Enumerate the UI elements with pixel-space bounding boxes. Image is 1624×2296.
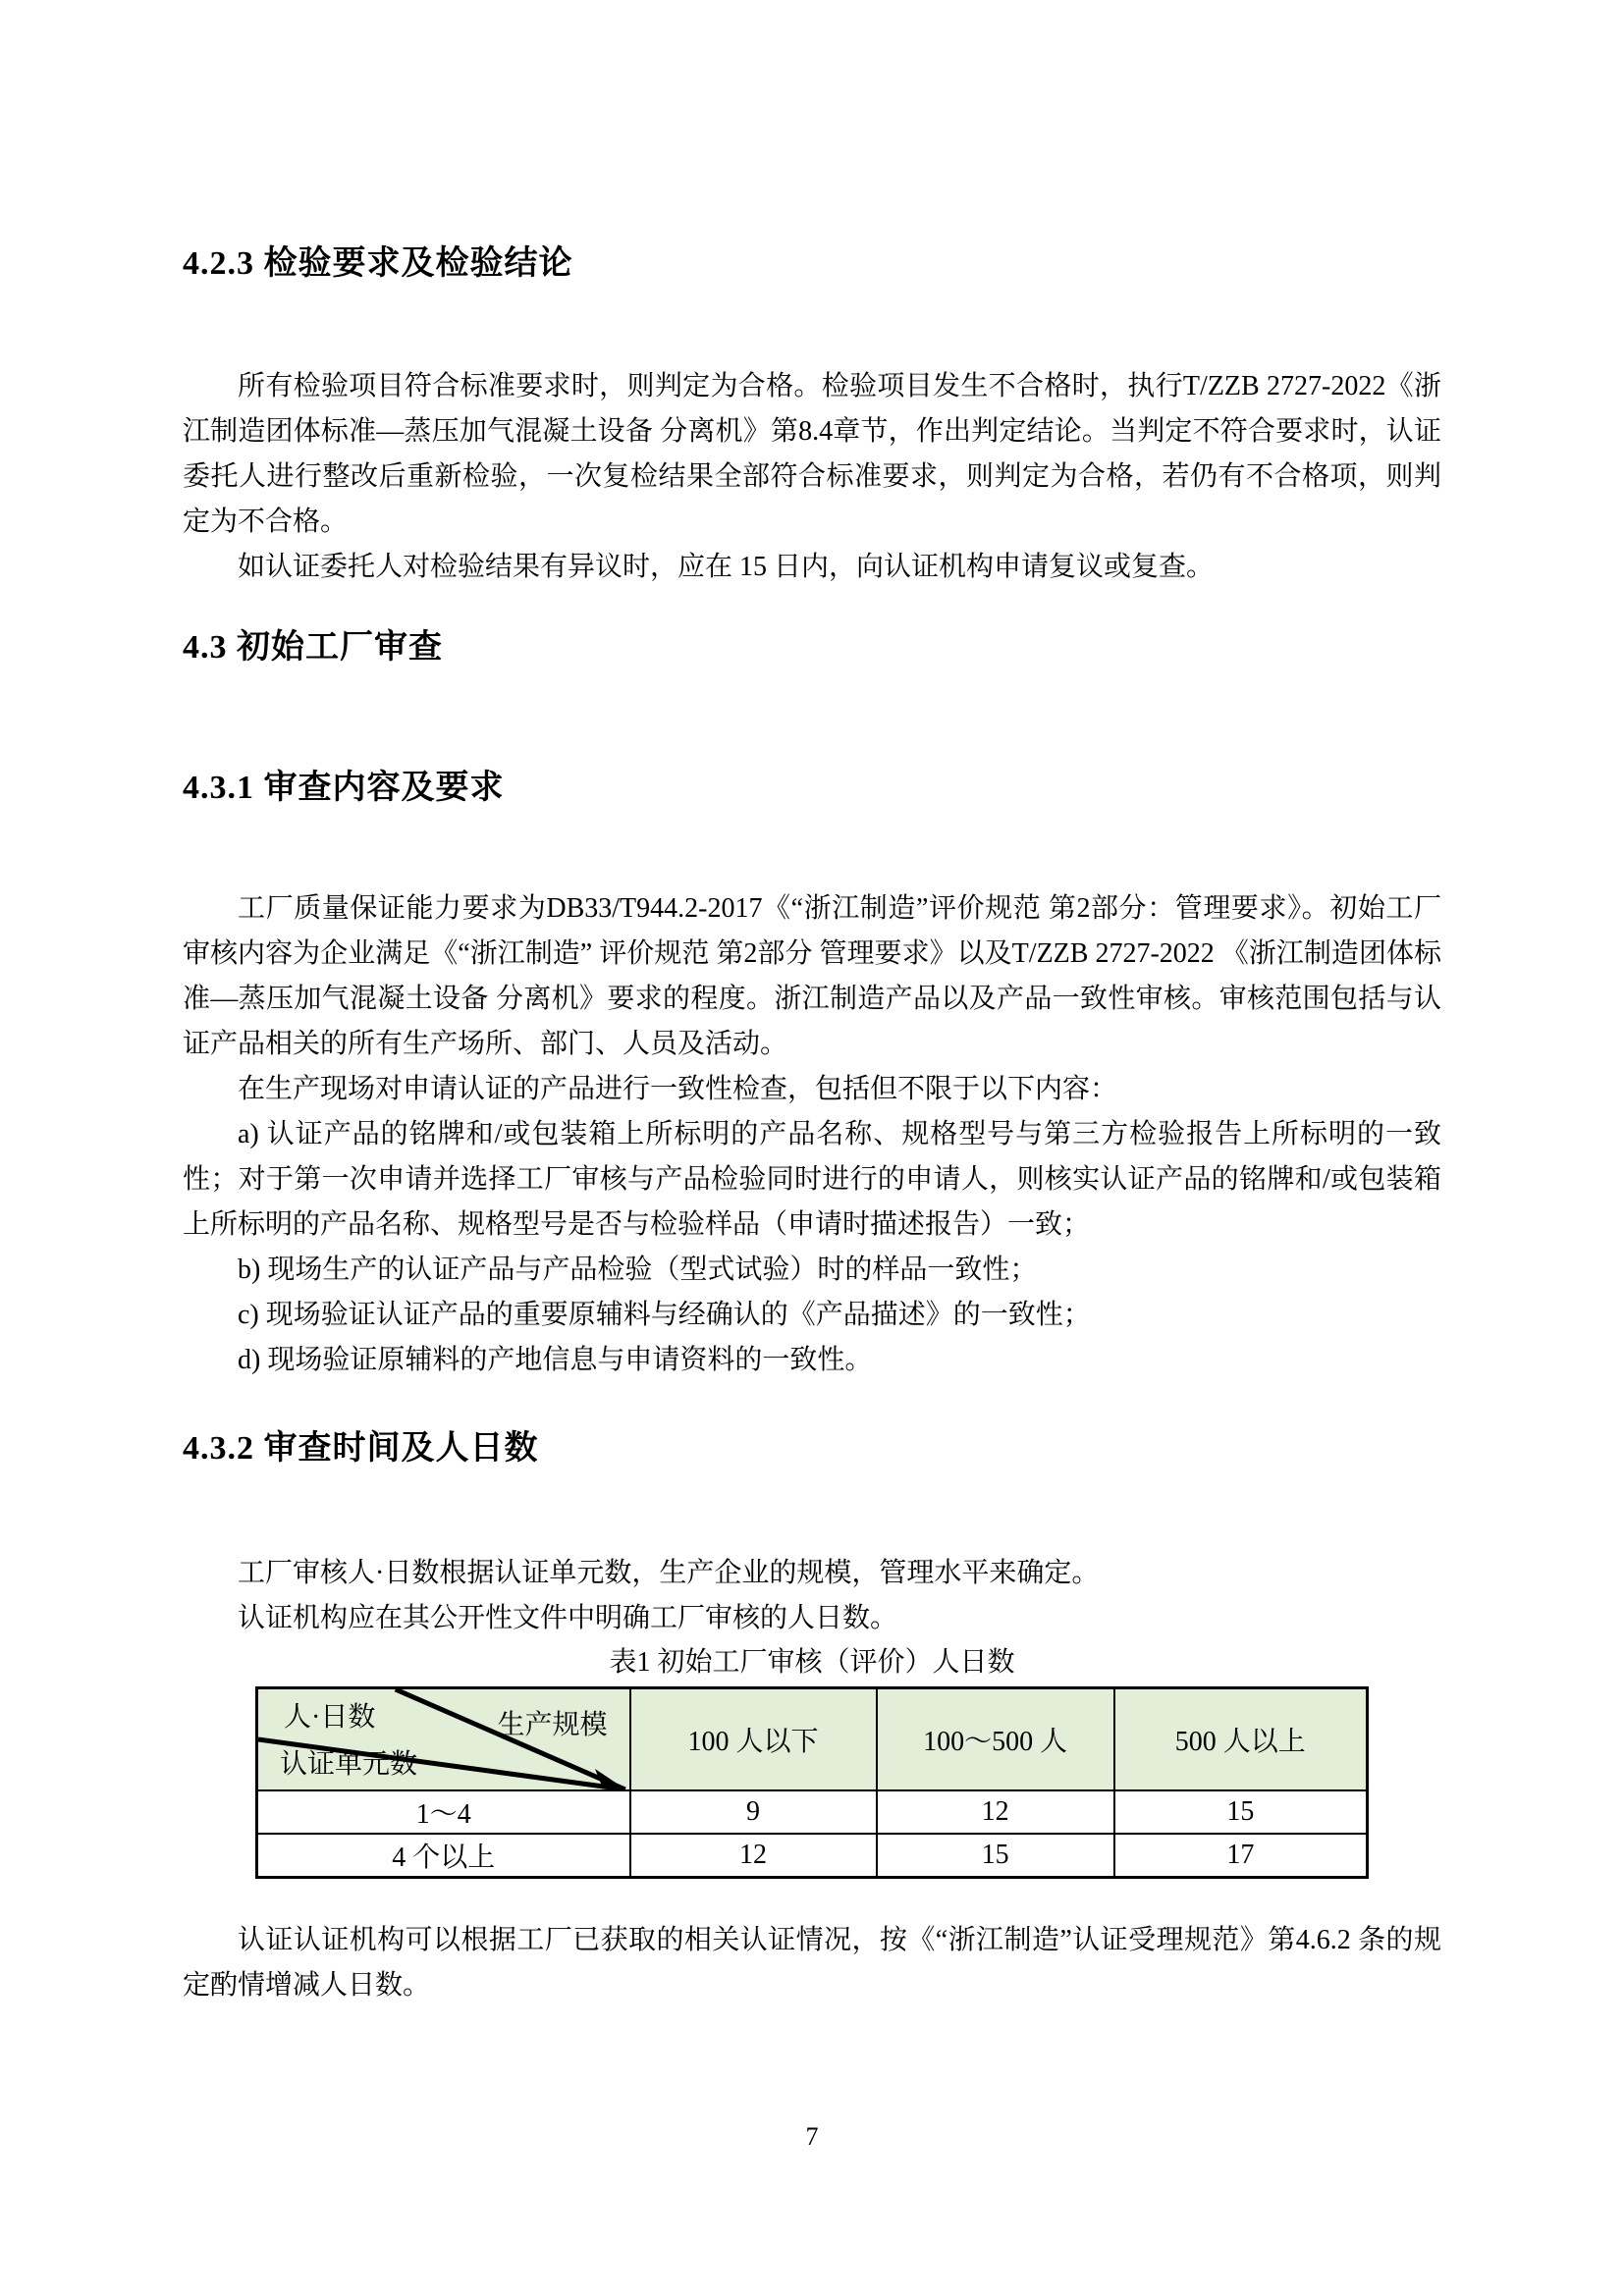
column-header-100-500: 100～500 人 (877, 1688, 1114, 1791)
corner-label-production-scale: 生产规模 (497, 1710, 608, 1740)
paragraph-factory-audit-requirements: 工厂质量保证能力要求为DB33/T944.2-2017《“浙江制造”评价规范 第2部分：管理要求》。初始工厂审核内容为企业满足《“浙江制造” 评价规范 第2部分 管理要求》以及T/ZZB 2727-2022 《浙江制造团体标准—蒸压加气混凝土设备 分离机》要求的程度。浙江制造产品以及产品一致性审核。审核范围包括与认证产品相关的所有生产场所、部门、人员及活动。 (183, 893, 1441, 1059)
cell-value: 17 (1114, 1834, 1368, 1878)
paragraph-inspection-conclusion: 所有检验项目符合标准要求时，则判定为合格。检验项目发生不合格时，执行T/ZZB 2727-2022《浙江制造团体标准—蒸压加气混凝土设备 分离机》第8.4章节，作出判定结论。当判定不符合要求时，认证委托人进行整改后重新检验，一次复检结果全部符合标准要求，则判定为合格，若仍有不合格项，则判定为不合格。 (183, 371, 1441, 537)
list-item-a: a) 认证产品的铭牌和/或包装箱上所标明的产品名称、规格型号与第三方检验报告上所标明的一致性；对于第一次申请并选择工厂审核与产品检验同时进行的申请人，则核实认证产品的铭牌和/或包装箱上所标明的产品名称、规格型号是否与检验样品（申请时描述报告）一致； (183, 1119, 1441, 1240)
table-caption: 表1 初始工厂审核（评价）人日数 (609, 1647, 1015, 1678)
list-item-b: b) 现场生产的认证产品与产品检验（型式试验）时的样品一致性； (238, 1255, 1038, 1285)
paragraph-audit-mandays-basis: 工厂审核人·日数根据认证单元数，生产企业的规模，管理水平来确定。 (238, 1558, 1100, 1588)
mandays-table (255, 1686, 1369, 1879)
cell-value: 12 (877, 1790, 1114, 1834)
table-corner-cell (257, 1688, 630, 1791)
table-row (257, 1834, 1368, 1878)
page-number: 7 (805, 2122, 819, 2151)
list-item-c: c) 现场验证认证产品的重要原辅料与经确认的《产品描述》的一致性； (238, 1300, 1091, 1330)
column-header-under-100: 100 人以下 (630, 1688, 877, 1791)
table-header-row (257, 1688, 1368, 1791)
paragraph-public-document-mandays: 认证机构应在其公开性文件中明确工厂审核的人日数。 (238, 1603, 898, 1633)
paragraph-mandays-adjustment: 认证认证机构可以根据工厂已获取的相关认证情况，按《“浙江制造”认证受理规范》第4.6.2 条的规定酌情增减人日数。 (183, 1925, 1441, 2001)
paragraph-objection-review: 如认证委托人对检验结果有异议时，应在 15 日内，向认证机构申请复议或复查。 (238, 552, 1215, 582)
paragraph-consistency-check-intro: 在生产现场对申请认证的产品进行一致性检查，包括但不限于以下内容： (238, 1074, 1118, 1104)
heading-4-3-2: 4.3.2 审查时间及人日数 (183, 1430, 539, 1467)
cell-value: 9 (630, 1790, 877, 1834)
row-label-1-4: 1～4 (257, 1790, 630, 1834)
table-row (257, 1790, 1368, 1834)
cell-value: 15 (877, 1834, 1114, 1878)
diagonal-arrowhead-icon (593, 1769, 624, 1789)
heading-4-2-3: 4.2.3 检验要求及检验结论 (183, 245, 573, 282)
column-header-over-500: 500 人以上 (1114, 1688, 1368, 1791)
corner-label-mandays: 人·日数 (284, 1702, 376, 1733)
cell-value: 12 (630, 1834, 877, 1878)
heading-4-3: 4.3 初始工厂审查 (183, 629, 443, 666)
cell-value: 15 (1114, 1790, 1368, 1834)
corner-label-cert-units: 认证单元数 (280, 1749, 418, 1780)
row-label-over-4: 4 个以上 (257, 1834, 630, 1878)
heading-4-3-1: 4.3.1 审查内容及要求 (183, 770, 505, 806)
list-item-d: d) 现场验证原辅料的产地信息与申请资料的一致性。 (238, 1345, 873, 1375)
